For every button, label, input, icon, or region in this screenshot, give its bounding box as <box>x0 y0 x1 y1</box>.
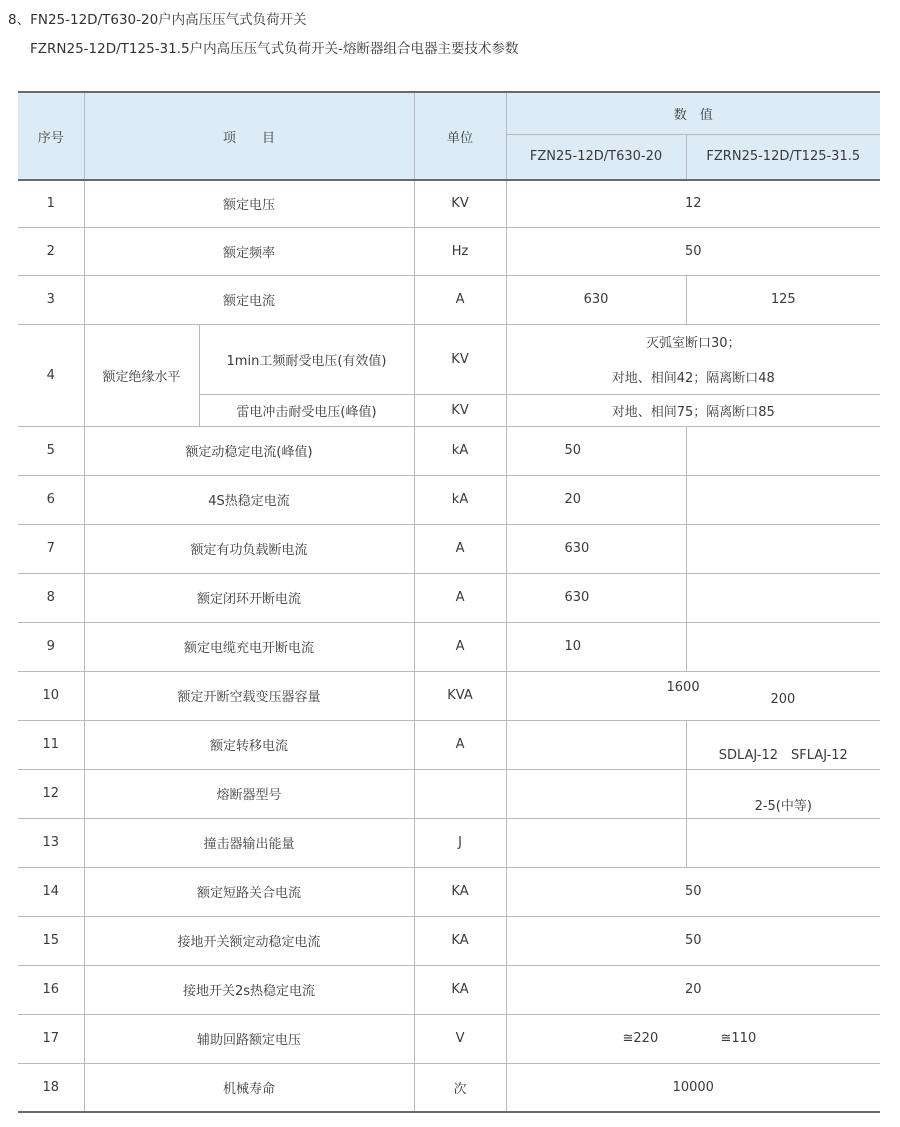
row-item: 额定电流 <box>84 275 414 324</box>
row-no: 12 <box>18 769 84 818</box>
row-no: 8 <box>18 573 84 622</box>
table-row <box>18 671 880 720</box>
row-group: 额定绝缘水平 <box>84 324 199 426</box>
row-unit: A <box>414 275 506 324</box>
row-unit: KA <box>414 867 506 916</box>
row-no: 5 <box>18 426 84 475</box>
row-item: 额定短路关合电流 <box>84 867 414 916</box>
row-no: 13 <box>18 818 84 867</box>
table-row <box>18 180 880 227</box>
row-unit: Hz <box>414 227 506 275</box>
row-value: 50 <box>506 916 880 965</box>
specs-table <box>18 91 880 1113</box>
row-subitem: 雷电冲击耐受电压(峰值) <box>199 394 414 426</box>
row-value: 灭弧室断口30； <box>506 324 880 359</box>
table-row <box>18 1063 880 1112</box>
row-value-a: 630 <box>506 275 686 324</box>
row-unit: KV <box>414 394 506 426</box>
row-value-a: 10 <box>506 622 686 671</box>
table-title-line-2: FZRN25-12D/T125-31.5户内高压压气式负荷开关-熔断器组合电器主要技术参数 <box>30 41 519 57</box>
row-value-b <box>686 573 880 622</box>
row-value: 50 <box>506 227 880 275</box>
row-value-b: 2-5(中等) <box>686 769 880 818</box>
table-row <box>18 275 880 324</box>
row-unit: KV <box>414 324 506 394</box>
row-item: 4S热稳定电流 <box>84 475 414 524</box>
row-item: 额定闭环开断电流 <box>84 573 414 622</box>
table-row <box>18 426 880 475</box>
row-unit: V <box>414 1014 506 1063</box>
row-item: 额定频率 <box>84 227 414 275</box>
row-item: 撞击器输出能量 <box>84 818 414 867</box>
row-value: 10000 <box>506 1063 880 1112</box>
table-row <box>18 622 880 671</box>
row-no: 15 <box>18 916 84 965</box>
row-value-b: SDLAJ-12 SFLAJ-12 <box>686 720 880 769</box>
table-row <box>18 769 880 818</box>
row-value-b <box>686 622 880 671</box>
header-unit: 单位 <box>414 92 506 180</box>
row-value-b <box>686 818 880 867</box>
row-value-b: 125 <box>686 275 880 324</box>
row-value: 12 <box>506 180 880 227</box>
row-value <box>506 1014 880 1063</box>
row-value-a <box>506 720 686 769</box>
table-row <box>18 818 880 867</box>
table-row <box>18 227 880 275</box>
row-value-a: 630 <box>506 524 686 573</box>
row-no: 10 <box>18 671 84 720</box>
header-model-b: FZRN25-12D/T125-31.5 <box>686 134 880 180</box>
row-item: 额定转移电流 <box>84 720 414 769</box>
header-no: 序号 <box>18 92 84 180</box>
table-header <box>18 92 880 180</box>
row-no: 3 <box>18 275 84 324</box>
row-unit <box>414 769 506 818</box>
row-unit: J <box>414 818 506 867</box>
row-item: 额定动稳定电流(峰值) <box>84 426 414 475</box>
row-unit: A <box>414 720 506 769</box>
row-unit: KVA <box>414 671 506 720</box>
header-item: 项 目 <box>84 92 414 180</box>
header-value: 数 值 <box>506 92 880 134</box>
row-no: 2 <box>18 227 84 275</box>
table-row <box>18 867 880 916</box>
row-no: 11 <box>18 720 84 769</box>
row-value-a: ≅220 <box>622 1030 659 1046</box>
row-value: 20 <box>506 965 880 1014</box>
row-value-a: 20 <box>506 475 686 524</box>
row-unit: A <box>414 573 506 622</box>
row-unit: KA <box>414 965 506 1014</box>
row-unit: kA <box>414 475 506 524</box>
row-value-b: 200 <box>770 691 796 707</box>
row-item: 辅助回路额定电压 <box>84 1014 414 1063</box>
table-row <box>18 524 880 573</box>
row-value-a: 1600 <box>666 679 700 695</box>
row-no: 4 <box>18 324 84 426</box>
row-unit: KA <box>414 916 506 965</box>
table-row <box>18 965 880 1014</box>
table-row <box>18 573 880 622</box>
row-item: 机械寿命 <box>84 1063 414 1112</box>
row-item: 额定电压 <box>84 180 414 227</box>
row-item: 熔断器型号 <box>84 769 414 818</box>
row-no: 16 <box>18 965 84 1014</box>
table-title-line-1: 8、FN25-12D/T630-20户内高压压气式负荷开关 <box>8 12 307 28</box>
row-value: 对地、相间75；隔离断口85 <box>506 394 880 426</box>
row-value-b <box>686 524 880 573</box>
table-row <box>18 324 880 359</box>
row-item: 接地开关2s热稳定电流 <box>84 965 414 1014</box>
row-value-b <box>686 475 880 524</box>
row-unit: kA <box>414 426 506 475</box>
row-value-b: ≅110 <box>720 1030 757 1046</box>
row-no: 17 <box>18 1014 84 1063</box>
row-value-b <box>686 426 880 475</box>
row-item: 额定电缆充电开断电流 <box>84 622 414 671</box>
row-value-a: 50 <box>506 426 686 475</box>
row-value: 50 <box>506 867 880 916</box>
row-no: 1 <box>18 180 84 227</box>
table-row <box>18 475 880 524</box>
row-value-a <box>506 818 686 867</box>
row-item: 额定有功负载断电流 <box>84 524 414 573</box>
row-unit: A <box>414 622 506 671</box>
row-no: 7 <box>18 524 84 573</box>
row-value-a <box>506 769 686 818</box>
row-unit: KV <box>414 180 506 227</box>
row-no: 14 <box>18 867 84 916</box>
row-value <box>506 671 880 720</box>
row-item: 额定开断空载变压器容量 <box>84 671 414 720</box>
header-model-a: FZN25-12D/T630-20 <box>506 134 686 180</box>
row-value: 对地、相间42；隔离断口48 <box>506 359 880 394</box>
row-value-a: 630 <box>506 573 686 622</box>
row-no: 18 <box>18 1063 84 1112</box>
table-row <box>18 720 880 769</box>
row-no: 9 <box>18 622 84 671</box>
row-unit: A <box>414 524 506 573</box>
row-unit: 次 <box>414 1063 506 1112</box>
table-row <box>18 916 880 965</box>
row-no: 6 <box>18 475 84 524</box>
row-subitem: 1min工频耐受电压(有效值) <box>199 324 414 394</box>
row-item: 接地开关额定动稳定电流 <box>84 916 414 965</box>
table-row <box>18 1014 880 1063</box>
